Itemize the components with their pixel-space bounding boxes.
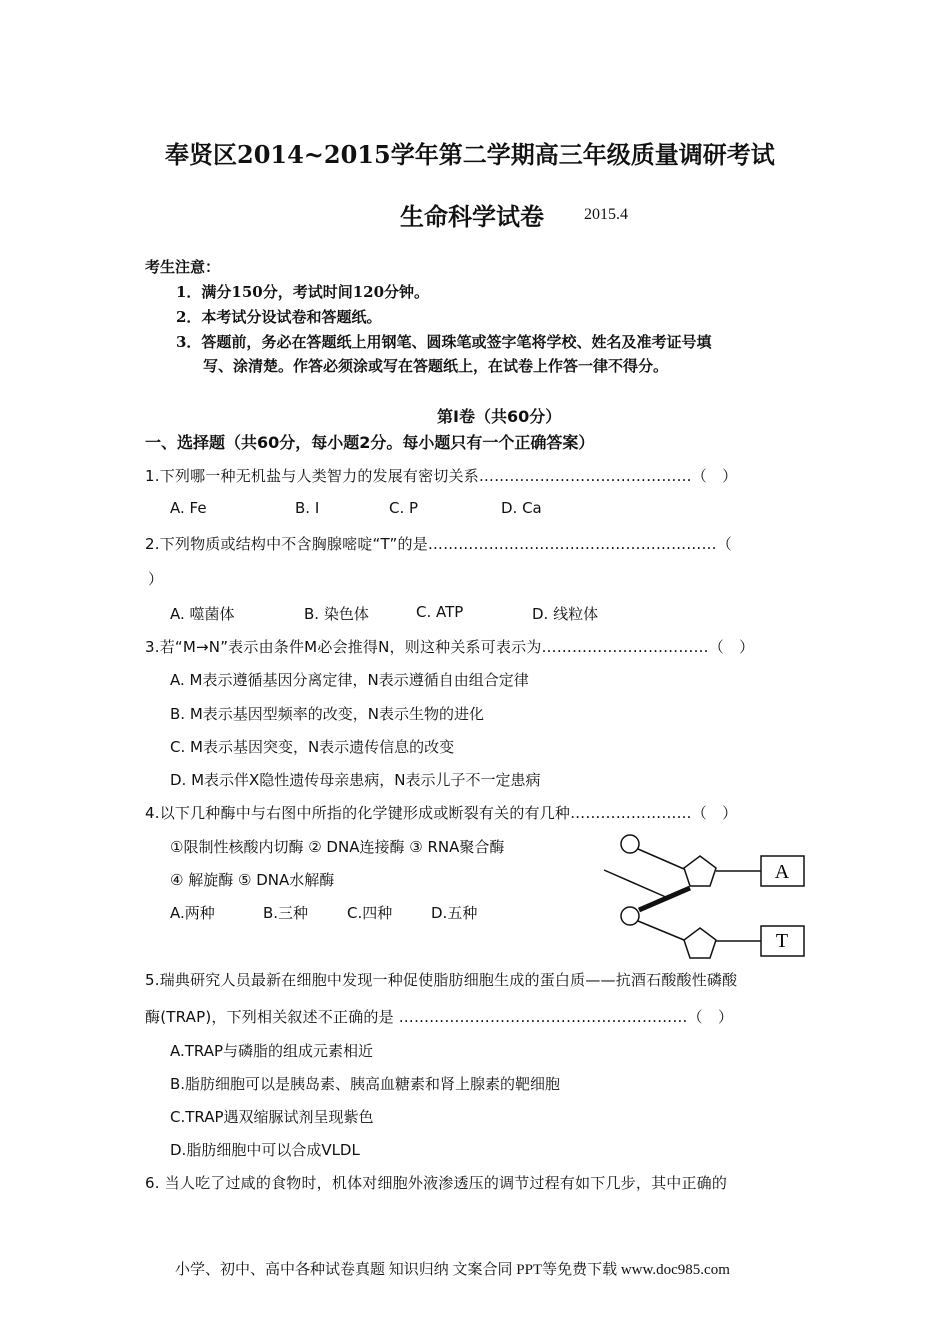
base-top-label: A	[774, 861, 790, 883]
q1-option-b: B. I	[295, 499, 320, 517]
q3-stem: 3.若“M→N”表示由条件M必会推得N，则这种关系可表示为……………………………（ ）	[145, 638, 755, 656]
q5-option-c: C.TRAP遇双缩脲试剂呈现紫色	[170, 1108, 374, 1126]
bond-bottom-sugar	[638, 921, 684, 940]
sugar-top	[684, 856, 716, 886]
q2-option-c: C. ATP	[416, 603, 464, 621]
q1-option-c: C. P	[389, 499, 419, 517]
bond-top-sugar	[638, 849, 684, 869]
q4-enzymes-line2: ④ 解旋酶 ⑤ DNA水解酶	[170, 871, 335, 889]
q2-stem: 2.下列物质或结构中不含胸腺嘧啶“T”的是…………………………………………………（	[145, 535, 732, 553]
q4-answer-d: D.五种	[431, 904, 478, 922]
q3-option-d: D. M表示伴X隐性遗传母亲患病，N表示儿子不一定患病	[170, 771, 541, 789]
q1-option-d: D. Ca	[501, 499, 542, 517]
q5-option-b: B.脂肪细胞可以是胰岛素、胰高血糖素和肾上腺素的靶细胞	[170, 1075, 561, 1093]
q4-answer-a: A.两种	[170, 904, 215, 922]
sugar-bottom	[684, 928, 716, 958]
pointer-arrow	[604, 870, 668, 898]
q5-option-a: A.TRAP与磷脂的组成元素相近	[170, 1042, 374, 1060]
phosphate-top	[621, 835, 639, 853]
notice-item-2: 2．本考试分设试卷和答题纸。	[176, 308, 382, 326]
section-title: 一、选择题（共60分，每小题2分。每小题只有一个正确答案）	[145, 433, 595, 452]
notice-heading: 考生注意：	[145, 258, 221, 276]
q3-option-c: C. M表示基因突变，N表示遗传信息的改变	[170, 738, 455, 756]
exam-title: 奉贤区2014~2015学年第二学期高三年级质量调研考试	[165, 140, 775, 169]
q6-stem: 6. 当人吃了过咸的食物时，机体对细胞外液渗透压的调节过程有如下几步，其中正确的	[145, 1174, 728, 1192]
q2-option-d: D. 线粒体	[532, 605, 599, 623]
exam-subtitle: 生命科学试卷	[400, 202, 544, 231]
page-footer: 小学、初中、高中各种试卷真题 知识归纳 文案合同 PPT等免费下载 www.doc985.com	[175, 1262, 730, 1278]
base-bottom-label: T	[775, 930, 789, 952]
q5-option-d: D.脂肪细胞中可以合成VLDL	[170, 1141, 360, 1159]
q3-option-b: B. M表示基因型频率的改变，N表示生物的进化	[170, 705, 484, 723]
nucleotide-diagram	[598, 828, 813, 966]
q1-stem: 1.下列哪一种无机盐与人类智力的发展有密切关系……………………………………（ ）	[145, 467, 738, 485]
phosphodiester-bond	[639, 888, 690, 910]
notice-item-3: 3．答题前，务必在答题纸上用钢笔、圆珠笔或签字笔将学校、姓名及准考证号填	[176, 333, 712, 351]
phosphate-bottom	[621, 907, 639, 925]
q5-stem: 5.瑞典研究人员最新在细胞中发现一种促使脂肪细胞生成的蛋白质——抗酒石酸酸性磷酸	[145, 971, 738, 989]
q3-option-a: A. M表示遵循基因分离定律，N表示遵循自由组合定律	[170, 671, 529, 689]
q2-option-b: B. 染色体	[304, 605, 369, 623]
q4-answer-c: C.四种	[347, 904, 393, 922]
exam-date: 2015.4	[584, 206, 628, 223]
notice-item-3-cont: 写、涂清楚。作答必须涂或写在答题纸上，在试卷上作答一律不得分。	[203, 357, 669, 375]
q5-stem-cont: 酶(TRAP)，下列相关叙述不正确的是 …………………………………………………（ ）	[145, 1008, 734, 1026]
q4-answer-b: B.三种	[263, 904, 309, 922]
notice-item-1: 1．满分150分，考试时间120分钟。	[176, 283, 430, 301]
q1-option-a: A. Fe	[170, 499, 207, 517]
q2-option-a: A. 噬菌体	[170, 605, 235, 623]
q4-stem: 4.以下几种酶中与右图中所指的化学键形成或断裂有关的有几种……………………（ ）	[145, 804, 738, 822]
q2-stem-cont: ）	[148, 570, 164, 588]
part-title: 第Ⅰ卷（共60分）	[437, 407, 562, 426]
q4-enzymes-line1: ①限制性核酸内切酶 ② DNA连接酶 ③ RNA聚合酶	[170, 838, 505, 856]
